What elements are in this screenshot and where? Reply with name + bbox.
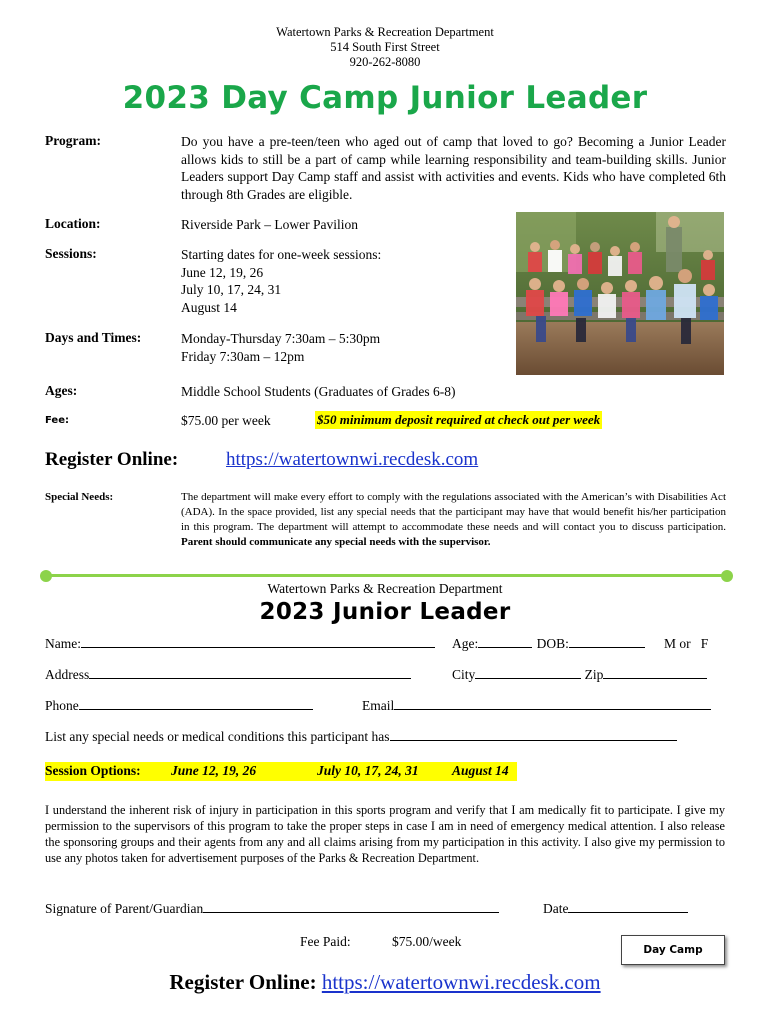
fee-amount: $75.00 per week xyxy=(181,413,271,428)
org-address: 514 South First Street xyxy=(330,40,440,54)
day-camp-stamp: Day Camp xyxy=(621,935,725,965)
address-label: Address xyxy=(45,667,90,682)
signature-label: Signature of Parent/Guardian xyxy=(45,901,204,916)
org-name: Watertown Parks & Recreation Department xyxy=(276,25,494,39)
ages-text: Middle School Students (Graduates of Grades 6-8) xyxy=(181,384,456,399)
camp-photo xyxy=(516,212,724,375)
date-field[interactable] xyxy=(568,900,688,913)
email-row xyxy=(362,697,711,715)
session-option-august[interactable]: August 14 xyxy=(452,763,509,778)
address-field[interactable] xyxy=(89,666,411,679)
sessions-august: August 14 xyxy=(181,299,237,315)
city-label: City xyxy=(452,667,476,682)
session-option-june[interactable]: June 12, 19, 26 xyxy=(171,763,257,778)
waiver-text: I understand the inherent risk of injury in participation in this sports program and verify that I am medically fit to participate. I give my permission to the supervisors of this program to take the proper steps in case I am in need of emergency medical attention. I also release the sponsoring groups and their agents from any and all claims arising from my participation in this activity. I also give my permission to use any photos taken for advertisement purposes of the Parks & Recreation Department. xyxy=(45,803,725,865)
zip-field[interactable] xyxy=(603,666,707,679)
city-zip-row xyxy=(452,666,707,684)
deposit-note: $50 minimum deposit required at check out per week xyxy=(317,412,601,427)
phone-row xyxy=(45,697,313,715)
city-field[interactable] xyxy=(475,666,581,679)
special-needs-body: The department will make every effort to comply with the regulations associated with the American’s with Disabilities Act (ADA). In the space provided, list any special needs that the participant may have that would benefit his/her participation in this program. The department will attempt to accommodate these needs and will contact you to discuss participation. xyxy=(181,491,726,533)
phone-field[interactable] xyxy=(79,697,313,710)
sessions-june: June 12, 19, 26 xyxy=(181,264,264,280)
signature-field[interactable] xyxy=(203,900,499,913)
days-times-list xyxy=(181,330,380,365)
sessions-july: July 10, 17, 24, 31 xyxy=(181,282,282,297)
fee-paid-label: Fee Paid: xyxy=(300,934,351,949)
name-label: Name: xyxy=(45,636,81,651)
form-org-name: Watertown Parks & Recreation Department xyxy=(267,581,503,596)
days-times-label: Days and Times: xyxy=(45,330,142,345)
section-divider xyxy=(46,574,728,577)
phone-label: Phone xyxy=(45,698,79,713)
page-title: 2023 Day Camp Junior Leader xyxy=(122,80,648,116)
dob-field[interactable] xyxy=(569,635,645,648)
register-link[interactable]: https://watertownwi.recdesk.com xyxy=(226,449,479,470)
email-field[interactable] xyxy=(394,697,711,710)
sessions-label: Sessions: xyxy=(45,246,97,261)
date-label: Date xyxy=(543,901,569,916)
bottom-register-link[interactable]: https://watertownwi.recdesk.com xyxy=(321,970,601,994)
zip-label: Zip xyxy=(584,667,604,682)
days-mon-thu: Monday-Thursday 7:30am – 5:30pm xyxy=(181,331,381,346)
special-needs-field[interactable] xyxy=(390,728,677,741)
session-options-label: Session Options: xyxy=(45,763,141,778)
age-dob-row xyxy=(452,635,645,653)
address-row xyxy=(45,666,411,684)
program-text: Do you have a pre-teen/teen who aged out of camp that loved to go? Becoming a Junior Leader allows kids to still be a part of camp while learning responsibility and team-building skills. Junior Leaders support Day Camp staff and assist with activities and events. Kids who have completed 6th through 8th Grades are eligible. xyxy=(181,134,726,202)
org-phone: 920-262-8080 xyxy=(349,55,421,69)
sessions-intro: Starting dates for one-week sessions: xyxy=(181,247,382,262)
dob-label: DOB: xyxy=(536,636,569,651)
email-label: Email xyxy=(362,698,395,713)
bottom-register-label: Register Online: xyxy=(169,970,317,994)
sex-option[interactable]: M or F xyxy=(664,636,709,651)
ages-label: Ages: xyxy=(45,383,78,398)
form-title: 2023 Junior Leader xyxy=(259,599,511,625)
special-needs-text xyxy=(181,490,726,550)
days-friday: Friday 7:30am – 12pm xyxy=(181,348,305,364)
age-label: Age: xyxy=(452,636,479,651)
bottom-register xyxy=(0,970,770,995)
session-option-july[interactable]: July 10, 17, 24, 31 xyxy=(317,763,419,778)
fee-paid-value: $75.00/week xyxy=(392,934,462,949)
fee-label: Fee: xyxy=(45,415,69,426)
signature-row xyxy=(45,900,499,918)
age-field[interactable] xyxy=(478,635,532,648)
special-needs-label: Special Needs: xyxy=(45,491,114,503)
special-needs-form-label: List any special needs or medical conditions this participant has xyxy=(45,729,390,744)
name-field[interactable] xyxy=(81,635,435,648)
date-row xyxy=(543,900,688,918)
sessions-list xyxy=(181,246,381,316)
special-needs-row xyxy=(45,728,677,746)
location-label: Location: xyxy=(45,216,101,231)
program-label: Program: xyxy=(45,133,101,148)
special-needs-bold: Parent should communicate any special needs with the supervisor. xyxy=(181,536,491,548)
register-label: Register Online: xyxy=(45,449,179,470)
location-text: Riverside Park – Lower Pavilion xyxy=(181,217,358,232)
